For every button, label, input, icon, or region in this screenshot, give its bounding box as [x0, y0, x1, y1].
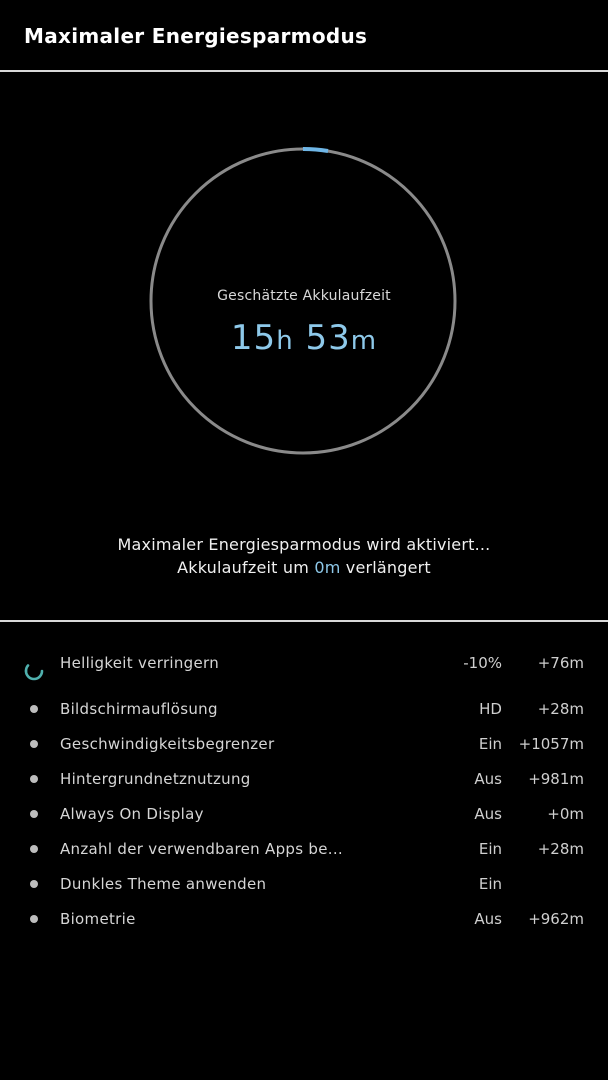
- item-value: Ein: [478, 840, 502, 858]
- minutes-unit: m: [350, 326, 378, 356]
- bullet-icon: [30, 810, 38, 818]
- list-item: [0, 764, 608, 794]
- item-value: HD: [479, 700, 502, 718]
- bullet-icon: [30, 740, 38, 748]
- item-value: -10%: [463, 654, 502, 672]
- item-label: Geschwindigkeitsbegrenzer: [60, 735, 275, 753]
- item-value: Aus: [474, 910, 502, 928]
- status-line-extension: [0, 556, 608, 579]
- list-item: [0, 869, 608, 899]
- item-label: Hintergrundnetznutzung: [60, 770, 251, 788]
- item-value: Ein: [478, 875, 502, 893]
- item-label: Bildschirmauflösung: [60, 700, 218, 718]
- item-label: Dunkles Theme anwenden: [60, 875, 267, 893]
- section-divider: [0, 620, 608, 622]
- status-suffix: verlängert: [340, 558, 431, 577]
- list-item: [0, 729, 608, 759]
- item-gain: +76m: [537, 654, 584, 672]
- list-item: [0, 694, 608, 724]
- bullet-icon: [30, 845, 38, 853]
- bullet-icon: [30, 705, 38, 713]
- item-label: Always On Display: [60, 805, 204, 823]
- page-title: Maximaler Energiesparmodus: [24, 24, 368, 48]
- item-gain: +962m: [528, 910, 584, 928]
- loading-spinner-icon: [23, 660, 45, 682]
- battery-estimate-label: Geschätzte Akkulaufzeit: [217, 288, 391, 304]
- item-gain: +28m: [537, 700, 584, 718]
- bullet-icon: [30, 775, 38, 783]
- item-value: Aus: [474, 805, 502, 823]
- item-label: Biometrie: [60, 910, 136, 928]
- item-value: Ein: [478, 735, 502, 753]
- item-gain: +1057m: [518, 735, 584, 753]
- list-item: [0, 799, 608, 829]
- item-gain: +28m: [537, 840, 584, 858]
- item-value: Aus: [474, 770, 502, 788]
- item-gain: +981m: [528, 770, 584, 788]
- hours-value: 15: [230, 318, 277, 358]
- bullet-icon: [30, 915, 38, 923]
- item-label: Helligkeit verringern: [60, 654, 220, 672]
- list-item: [0, 648, 608, 678]
- status-prefix: Akkulaufzeit um: [177, 558, 315, 577]
- activation-status: [0, 533, 608, 579]
- status-extension-value: 0m: [314, 558, 341, 577]
- status-line-activating: Maximaler Energiesparmodus wird aktiviert...: [117, 535, 491, 554]
- battery-estimate-time: [0, 318, 608, 358]
- minutes-value: 53: [305, 318, 351, 358]
- list-item: [0, 904, 608, 934]
- item-gain: +0m: [547, 805, 584, 823]
- list-item: [0, 834, 608, 864]
- item-label: Anzahl der verwendbaren Apps be...: [60, 840, 343, 858]
- bullet-icon: [30, 880, 38, 888]
- hours-unit: h: [276, 326, 294, 356]
- ring-progress-arc: [303, 149, 328, 151]
